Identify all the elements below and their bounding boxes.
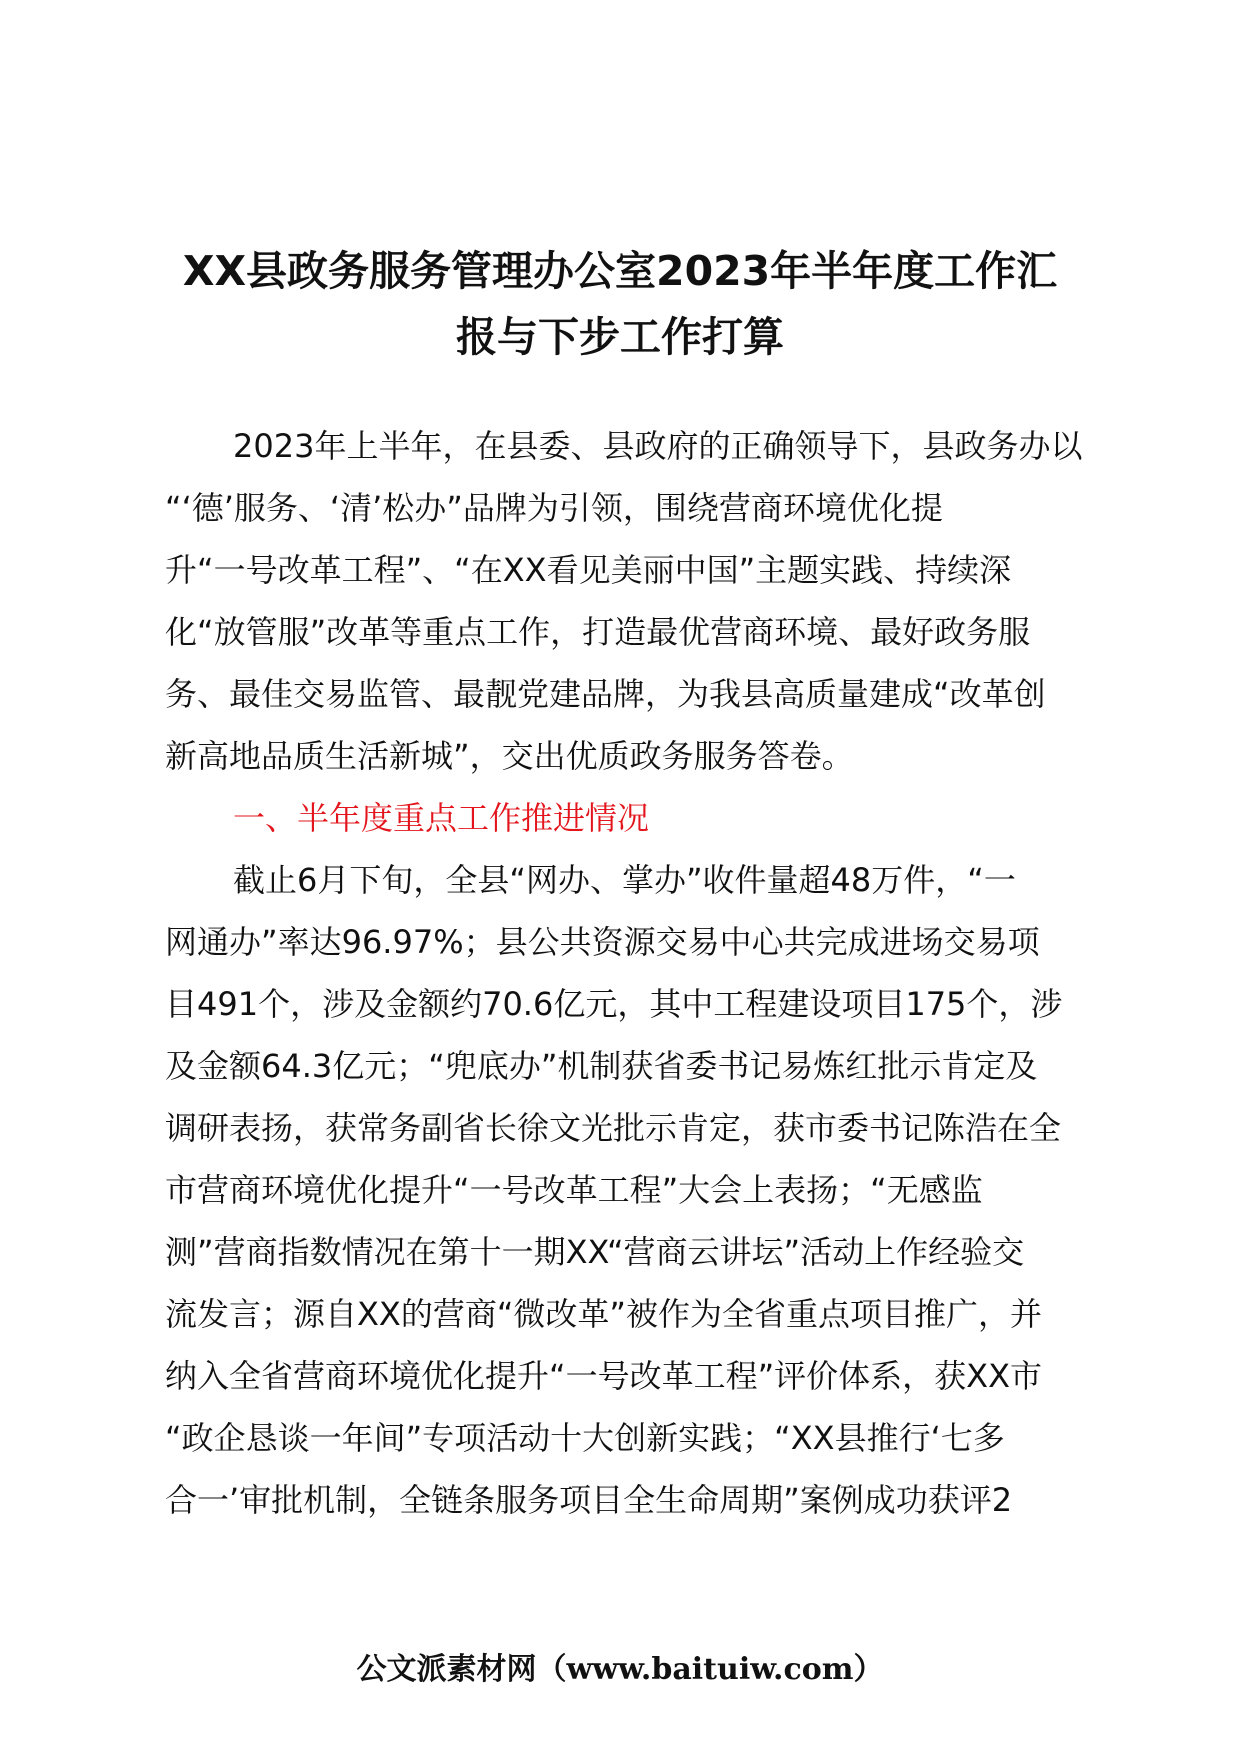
paragraph-line: 务、最佳交易监管、最靓党建品牌，为我县高质量建成“改革创 [165,675,1046,713]
paragraph-line: 网通办”率达96.97%；县公共资源交易中心共完成进场交易项 [165,923,1040,961]
section-heading: 一、半年度重点工作推进情况 [233,799,650,837]
paragraph-line: 化“放管服”改革等重点工作，打造最优营商环境、最好政务服 [165,613,1031,651]
page-footer: 公文派素材网（www.baituiw.com） [356,1652,884,1687]
paragraph-line: 目491个，涉及金额约70.6亿元，其中工程建设项目175个，涉 [165,985,1063,1023]
paragraph-line: 合一’审批机制，全链条服务项目全生命周期”案例成功获评2 [165,1481,1013,1519]
paragraph-line: 纳入全省营商环境优化提升“一号改革工程”评价体系，获XX市 [165,1357,1043,1395]
paragraph-line: 调研表扬，获常务副省长徐文光批示肯定，获市委书记陈浩在全 [165,1109,1062,1147]
progress-paragraph [165,849,1110,1531]
paragraph-line: 流发言；源自XX的营商“微改革”被作为全省重点项目推广，并 [165,1295,1043,1333]
paragraph-line: 2023年上半年，在县委、县政府的正确领导下，县政务办以 [233,427,1083,465]
paragraph-line: 及金额64.3亿元；“兜底办”机制获省委书记易炼红批示肯定及 [165,1047,1038,1085]
paragraph-line: 新高地品质生活新城”，交出优质政务服务答卷。 [165,737,854,775]
title-line: 报与下步工作打算 [456,313,784,361]
title-line: XX县政务服务管理办公室2023年半年度工作汇 [182,247,1058,295]
paragraph-line: “政企恳谈一年间”专项活动十大创新实践；“XX县推行‘七多 [165,1419,1005,1457]
paragraph-line: 升“一号改革工程”、“在XX看见美丽中国”主题实践、持续深 [165,551,1012,589]
intro-paragraph [165,415,1110,787]
document-title [150,238,1090,370]
paragraph-line: “‘德’服务、‘清’松办”品牌为引领，围绕营商环境优化提 [165,489,943,527]
document-body [165,415,1110,1531]
paragraph-line: 测”营商指数情况在第十一期XX“营商云讲坛”活动上作经验交 [165,1233,1025,1271]
paragraph-line: 截止6月下旬，全县“网办、掌办”收件量超48万件，“一 [233,861,1016,899]
paragraph-line: 市营商环境优化提升“一号改革工程”大会上表扬；“无感监 [165,1171,983,1209]
